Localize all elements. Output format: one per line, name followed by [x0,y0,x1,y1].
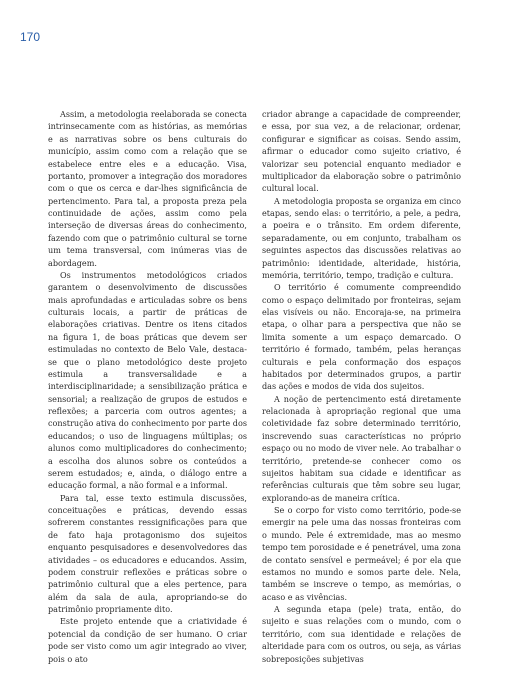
paragraph: A segunda etapa (pele) trata, então, do sujeito e suas relações com o mundo, com o território, com sua identidade e relações de alteridade para com os outros, ou seja, as várias sobreposições subjetivas [262,604,461,664]
right-text-column [262,108,461,665]
paragraph: Os instrumentos metodológicos criados garantem o desenvolvimento de discussões mais aprofundadas e articuladas sobre os bens culturais locais, a partir de práticas de elaborações criativas. Dentre os itens citados na figura 1, de boas práticas que devem ser estimuladas no contexto de Belo Vale, destaca-se que o plano metodológico deste projeto estimula a transversalidade e a interdisciplinaridade; a sensibilização prática e sensorial; a realização de grupos de estudos e reflexões; a parceria com outros agentes; a construção ativa do conhecimento por parte dos educandos; o uso de linguagens múltiplas; os alunos como multiplicadores do conhecimento; a escolha dos alunos sobre os conteúdos a serem estudados; e, ainda, o diálogo entre a educação formal, a não formal e a informal. [48,269,247,491]
paragraph: Assim, a metodologia reelaborada se conecta intrinsecamente com as histórias, as memórias e as narrativas sobre os bens culturais do município, assim como com a relação que se estabelece entre eles e a educação. Visa, portanto, promover a integração dos moradores com o que os cerca e dar-lhes significância de pertencimento. Para tal, a proposta preza pela continuidade de ações, assim como pela interseção de diversas áreas do conhecimento, fazendo com que o patrimônio cultural se torne um tema transversal, com inúmeras vias de abordagem. [48,109,247,268]
paragraph: criador abrange a capacidade de compreender, e essa, por sua vez, a de relacionar, ordenar, configurar e significar as coisas. Sendo assim, afirmar o educador como sujeito criativo, é valorizar seu potencial enquanto mediador e multiplicador da elaboração sobre o patrimônio cultural local. [262,109,461,194]
left-text-column [48,108,247,665]
paragraph: Se o corpo for visto como território, pode-se emergir na pele uma das nossas fronteiras com o mundo. Pele é extremidade, mas ao mesmo tempo tem porosidade e é penetrável, uma zona de contato sensível e permeável; é por ela que estamos no mundo e somos parte dele. Nela, também se inscreve o tempo, as memórias, o acaso e as vivências. [262,505,461,602]
paragraph: A metodologia proposta se organiza em cinco etapas, sendo elas: o território, a pele, a pedra, a poeira e o trânsito. Em ordem diferente, separadamente, ou em conjunto, trabalham os seguintes aspectos das discussões relativas ao patrimônio: identidade, alteridade, história, memória, território, tempo, tradição e cultura. [262,195,461,280]
page-number: 170 [20,30,41,44]
paragraph: Para tal, esse texto estimula discussões, conceituações e práticas, devendo essas sofrerem constantes ressignificações para que de fato haja protagonismo dos sujeitos enquanto pesquisadores e desenvolvedores das atividades – os educadores e educandos. Assim, podem construir reflexões e práticas sobre o patrimônio cultural que a eles pertence, para além da sala de aula, apropriando-se do patrimônio propriamente dito. [48,492,247,614]
paragraph: A noção de pertencimento está diretamente relacionada à apropriação regional que uma coletividade faz sobre determinado território, inscrevendo suas características no próprio espaço ou no modo de viver nele. Ao trabalhar o território, pretende-se conhecer como os sujeitos habitam sua cidade e identificar as referências culturais que têm sobre seu lugar, explorando-as de maneira crítica. [262,393,461,503]
paragraph: Este projeto entende que a criatividade é potencial da condição de ser humano. O criar pode ser visto como um agir integrado ao viver, pois o ato [48,616,247,664]
paragraph: O território é comumente compreendido como o espaço delimitado por fronteiras, sejam elas visíveis ou não. Encoraja-se, na primeira etapa, o olhar para a perspectiva que não se limita somente a um espaço demarcado. O território é formado, também, pelas heranças culturais e pela conformação dos espaços habitados por determinados grupos, a partir das ações e modos de vida dos sujeitos. [262,282,461,392]
